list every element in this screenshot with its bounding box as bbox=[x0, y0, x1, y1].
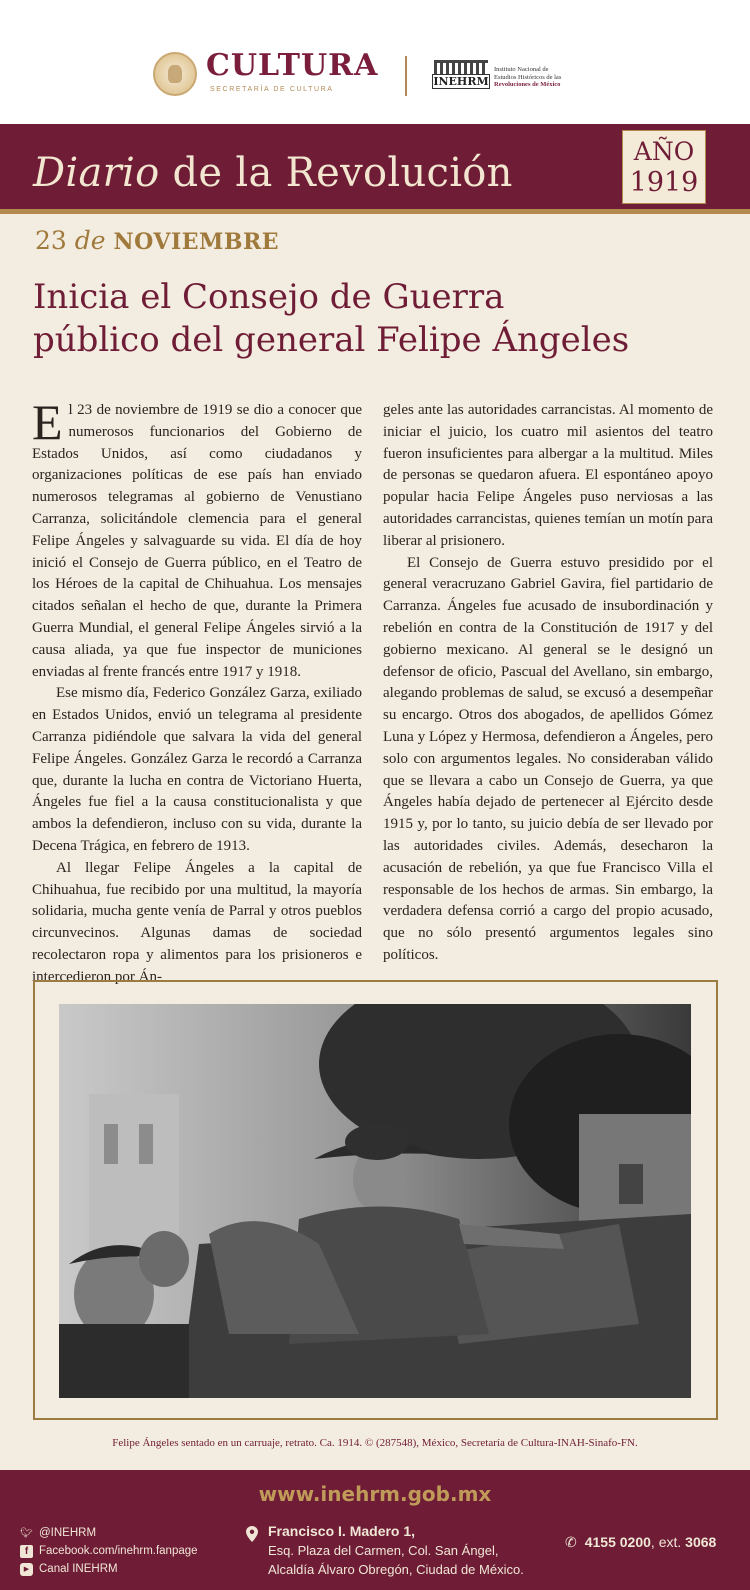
cultura-logo-subtitle: SECRETARÍA DE CULTURA bbox=[210, 86, 334, 93]
article-paragraph: geles ante las autoridades carrancistas. Al momento de iniciar el juicio, los cuatro mil asientos del teatro fueron insuficientes para albergar a la multitud. Miles de personas se quedaron afuera. El espontáneo apoyo popular hacia Felipe Ángeles puso nerviosas a las autoridades carrancistas, quienes temían un motín para liberar al prisionero. bbox=[383, 402, 713, 549]
inehrm-logo bbox=[432, 60, 490, 90]
drop-cap: E bbox=[32, 394, 63, 450]
headline-line: Inicia el Consejo de Guerra bbox=[33, 277, 505, 317]
address-block bbox=[250, 1522, 524, 1579]
photo-caption: Felipe Ángeles sentado en un carruaje, retrato. Ca. 1914. © (287548), México, Secretaría de Cultura-INAH-Sinafo-FN. bbox=[112, 1437, 638, 1449]
article-paragraph: El Consejo de Guerra estuvo presidido por el general veracruzano Gabriel Gavira, fiel partidario de Carranza. Ángeles fue acusado de insubordinación y rebelión en contra de la Constitución de 1917 y del gobierno mexicano. Al general se le designó un defensor de oficio, Pascual del Avellano, sin embargo, alegando problemas de salud, se excusó a desempeñar su encargo. Otros dos abogados, de apellidos Gómez Luna y López y Hermosa, defendieron a Ángeles, pero solo con argumentos legales. No consideraban válido que se llevara a cabo un Consejo de Guerra, ya que Ángeles había dejado de pertenecer al Ejército desde 1915 y, por lo tanto, su juicio debía de ser llevado por las autoridades civiles. Además, desecharon la acusación de rebelión, ya que fue Francisco Villa el responsable de los hechos de armas. Sin embargo, la verdadera defensa corrió a cargo del propio acusado, que no sólo presentó argumentos legales sino políticos. bbox=[383, 554, 713, 963]
article-column-right bbox=[383, 400, 713, 967]
historical-photo bbox=[59, 1004, 691, 1398]
building-columns-icon bbox=[434, 60, 488, 74]
website-link[interactable]: www.inehrm.gob.mx bbox=[258, 1482, 492, 1506]
phone-ext-label: , ext. bbox=[650, 1534, 682, 1550]
publication-title bbox=[33, 150, 513, 196]
address-line: Alcaldía Álvaro Obregón, Ciudad de México. bbox=[268, 1562, 524, 1577]
year-value: 1919 bbox=[629, 167, 699, 198]
date-de: de bbox=[74, 226, 106, 255]
youtube-link[interactable] bbox=[20, 1560, 198, 1578]
publication-title-rest: de la Revolución bbox=[159, 150, 513, 196]
inehrm-desc-line: Revoluciones de México bbox=[494, 81, 561, 88]
headline bbox=[33, 276, 723, 362]
inehrm-logo-text: INEHRM bbox=[433, 75, 489, 88]
phone-extension: 3068 bbox=[685, 1534, 717, 1550]
facebook-icon: f bbox=[20, 1545, 33, 1558]
facebook-url: Facebook.com/inehrm.fanpage bbox=[39, 1545, 198, 1557]
logo-header bbox=[0, 0, 750, 124]
twitter-link[interactable] bbox=[20, 1524, 198, 1542]
year-label: AÑO bbox=[633, 137, 695, 166]
headline-line: público del general Felipe Ángeles bbox=[33, 320, 630, 360]
inehrm-desc-line: Instituto Nacional de bbox=[494, 66, 549, 73]
logo-divider bbox=[405, 56, 407, 96]
phone-icon: ✆ bbox=[565, 1534, 577, 1550]
twitter-icon: 🐦︎ bbox=[20, 1527, 33, 1539]
year-badge bbox=[622, 130, 706, 204]
phone-contact[interactable] bbox=[565, 1534, 716, 1551]
address-line: Francisco I. Madero 1, bbox=[268, 1523, 416, 1539]
title-band bbox=[0, 124, 750, 214]
article-paragraph: Al llegar Felipe Ángeles a la capital de Chihuahua, fue recibido por una multitud, la mayoría solidaria, mucha gente venía de Parral y otros pueblos circunvecinos. Algunas damas de sociedad recolectaron ropa y alimentos para los prisioneros e intercedieron por Án- bbox=[32, 859, 362, 985]
publication-title-italic: Diario bbox=[33, 150, 160, 196]
article-paragraph: Ese mismo día, Federico González Garza, exiliado en Estados Unidos, envió un telegrama al presidente Carranza pidiéndole que salvara la vida del general Felipe Ángeles. González Garza le recordó a Carranza que, durante la lucha en contra de Victoriano Huerta, Ángeles fue fiel a la causa constitucionalista y que ambos la defendieron, incluso con su vida, durante la Decena Trágica, en febrero de 1913. bbox=[32, 685, 362, 854]
article-paragraph bbox=[32, 394, 362, 683]
mexico-seal-icon bbox=[153, 52, 197, 96]
date-month: NOVIEMBRE bbox=[113, 229, 280, 255]
date-day: 23 bbox=[35, 226, 67, 255]
facebook-link[interactable] bbox=[20, 1542, 198, 1560]
youtube-channel: Canal INEHRM bbox=[39, 1563, 118, 1575]
address-line: Esq. Plaza del Carmen, Col. San Ángel, bbox=[268, 1543, 499, 1558]
paragraph-text: l 23 de noviembre de 1919 se dio a conocer que numerosos funcionarios del Gobierno de Estados Unidos, así como ciudadanos y organizaciones políticas de ese país han enviado numerosos telegramas al gobierno de Venustiano Carranza, solicitándole clemencia para el general Felipe Ángeles y salvaguarde su vida. El día de hoy inició el Consejo de Guerra público, en el Teatro de los Héroes de la capital de Chihuahua. Los mensajes citados señalan el hecho de que, durante la Primera Guerra Mundial, el general Felipe Ángeles sirvió a la causa aliada, ya que fue inspector de municiones enviadas al frente francés entre 1917 y 1918. bbox=[32, 402, 362, 680]
social-links bbox=[20, 1524, 198, 1578]
youtube-icon: ▶ bbox=[20, 1563, 33, 1576]
article-column-left bbox=[32, 394, 362, 989]
footer bbox=[0, 1470, 750, 1590]
cultura-logo-text: CULTURA bbox=[206, 48, 379, 83]
twitter-handle: @INEHRM bbox=[39, 1527, 97, 1539]
phone-number: 4155 0200 bbox=[584, 1534, 651, 1550]
inehrm-desc-line: Estudios Históricos de las bbox=[494, 73, 562, 81]
article-date bbox=[35, 226, 279, 255]
inehrm-description bbox=[494, 66, 574, 89]
